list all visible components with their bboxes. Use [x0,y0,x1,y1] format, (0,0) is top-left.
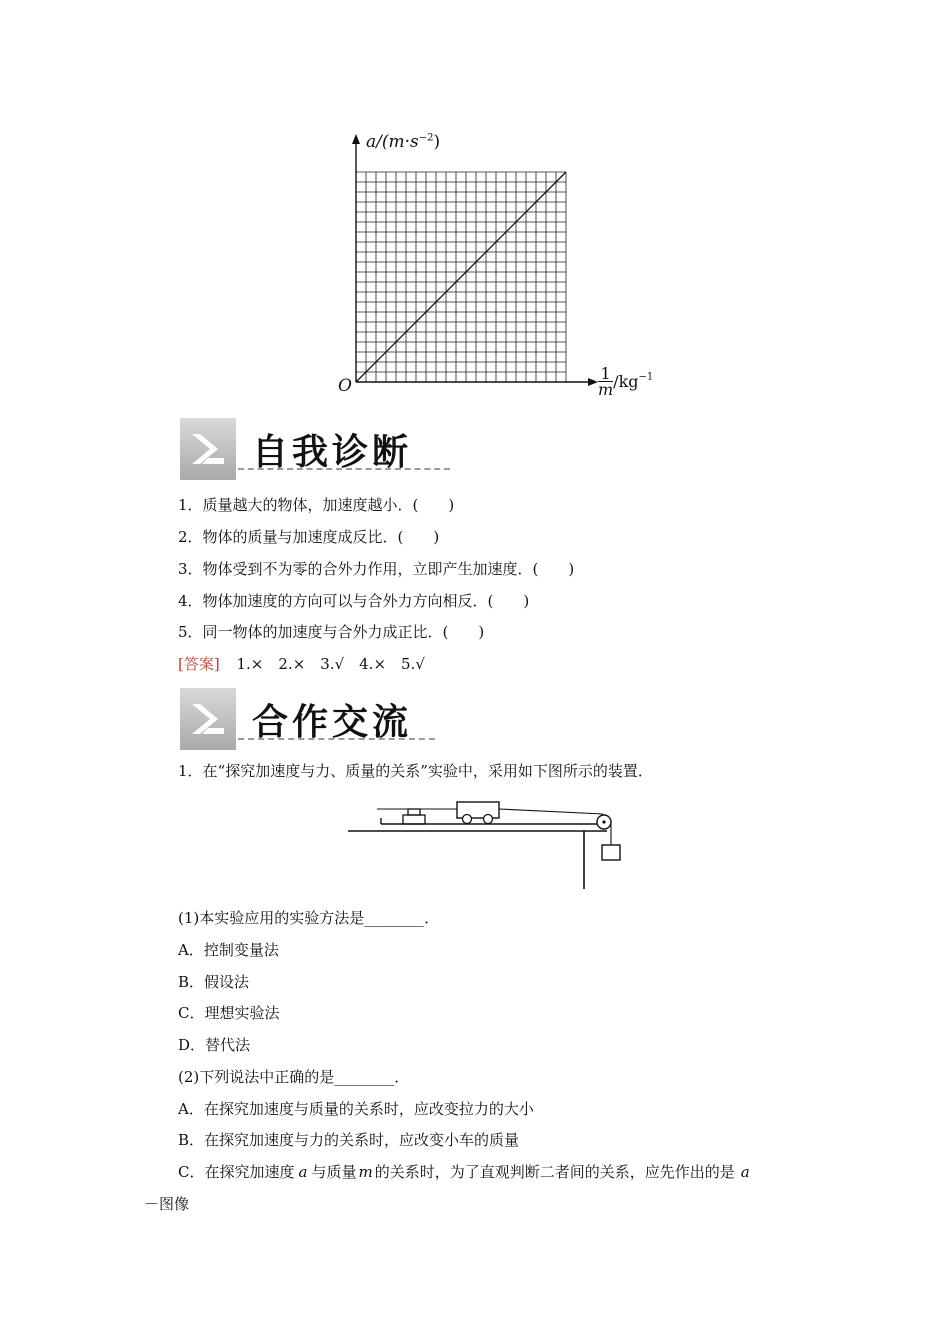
y-axis-arrow [352,134,360,144]
question-1-option-b: B．假设法 [178,973,250,991]
option-c-part3: 的关系时，为了直观判断二者间的关系，应先作出的是 [374,1163,735,1181]
apparatus-diagram [345,795,625,893]
question-2-option-c [178,1162,750,1182]
x-axis-denominator: m [598,380,614,399]
question-2-option-b: B．在探究加速度与力的关系时，应改变小车的质量 [178,1131,520,1149]
banner-dash-line [238,468,450,470]
diagnosis-item-3: 3．物体受到不为零的合外力作用，立即产生加速度．( ) [178,560,575,578]
answer-tag: [答案] [178,655,220,673]
x-axis-numerator: 1 [598,366,613,382]
y-axis-label-close: ) [433,132,441,152]
diagnosis-item-4: 4．物体加速度的方向可以与合外力方向相反．( ) [178,592,530,610]
series-line [356,172,566,382]
option-c-part2: 与质量 [311,1163,357,1181]
y-axis-label-text: a/(m·s [366,132,419,152]
diagnosis-item-5: 5．同一物体的加速度与合外力成正比．( ) [178,623,485,641]
section-title: 合作交流 [252,702,413,743]
x-axis-unit-exp: −1 [638,371,654,383]
question-1-option-a: A．控制变量法 [178,941,279,959]
banner-dash-line [238,738,435,740]
section-banner-cooperation [180,688,440,750]
cart-wheel-back [484,815,493,824]
diagnosis-item-2: 2．物体的质量与加速度成反比．( ) [178,528,440,546]
question-1-option-c: C．理想实验法 [178,1004,280,1022]
option-c-part1: C．在探究加速度 [178,1163,295,1181]
banner-arrow-box [180,688,236,750]
y-axis-label [366,132,440,152]
answer-text: 1.× 2.× 3.√ 4.× 5.√ [236,655,425,673]
banner-arrow-box [180,418,236,480]
question-intro: 1．在“探究加速度与力、质量的关系”实验中，采用如下图所示的装置． [178,762,653,780]
hanging-weight [602,845,620,860]
section-banner-self-diagnosis [180,418,455,480]
chevron-right-icon [188,428,228,470]
origin-label: O [338,376,352,396]
y-axis-label-exp: −2 [418,132,434,144]
graph-svg [330,130,670,405]
answer-line [178,654,425,674]
chevron-right-icon [188,698,228,740]
option-c-var-a2: a [740,1163,750,1181]
cart-wheel-front [463,815,472,824]
diagnosis-item-1: 1．质量越大的物体，加速度越小．( ) [178,496,455,514]
x-axis-label [598,366,653,397]
question-2-option-c-continuation: －图像 [144,1195,190,1213]
x-axis-unit: /kg [613,372,639,391]
question-1-option-d: D．替代法 [178,1036,251,1054]
question-1-text: (1)本实验应用的实验方法是________． [178,909,440,927]
option-c-var-m: m [358,1163,373,1181]
question-2-option-a: A．在探究加速度与质量的关系时，应改变拉力的大小 [178,1100,534,1118]
x-axis-arrow [588,378,598,386]
apparatus-svg [345,795,625,893]
option-c-var-a: a [298,1163,308,1181]
acceleration-graph [330,130,670,405]
question-2-text: (2)下列说法中正确的是________． [178,1068,410,1086]
section-title: 自我诊断 [252,432,413,473]
timer-block [403,815,425,824]
